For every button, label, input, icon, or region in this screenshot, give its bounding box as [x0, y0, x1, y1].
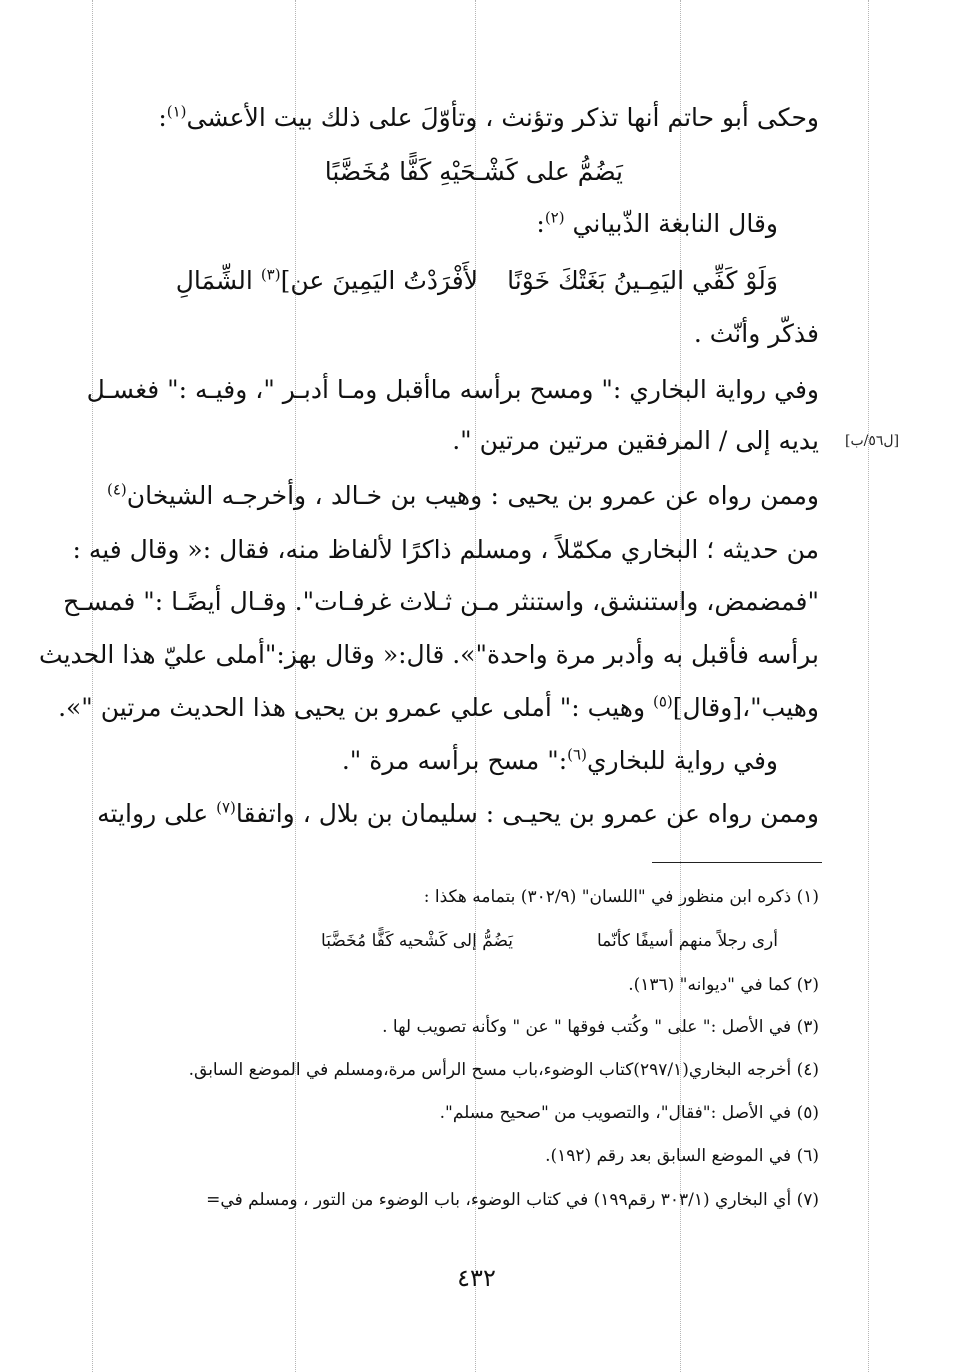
text: وهيب"،[وقال] — [672, 693, 819, 722]
footnote-ref: (٧) — [216, 798, 236, 817]
footnote-text: (٤) أخرجه البخاري(٢٩٧/١)كتاب الوضوء،باب مسح الرأس مرة،ومسلم في الموضع السابق. — [188, 1060, 819, 1080]
footnote-verse: أرى رجلاً منهم أسيفًا كأنّما — [597, 931, 778, 951]
text: "فمضمض، واستنشق، واستنثر مـن ثـلاث غرفـات". وقـال أيضًـا :" فمسـح — [63, 587, 819, 616]
body-line-9 — [72, 532, 819, 568]
footnote-text: (٧) أي البخاري (٣٠٣/١ رقم١٩٩) في كتاب الوضوء، باب الوضوء من التور ، ومسلم في= — [206, 1190, 819, 1210]
verse-text: وَلَوْ كَفِّي اليَمِـينُ بَغَتْكَ خَوْنًا — [507, 266, 778, 295]
text: وحكى أبو حاتم أنها تذكر وتؤنث ، وتأوّلَ على ذلك بيت الأعشى — [186, 103, 819, 132]
footnote-ref: (٢) — [544, 208, 565, 227]
footnote-separator — [652, 862, 822, 863]
verse-2-second-hemistich — [176, 263, 478, 299]
footnote-ref: (٥) — [652, 692, 673, 711]
text: وهيب :" أملى علي عمرو بن يحيى هذا الحديث مرتين "». — [58, 693, 653, 722]
text: يديه إلى / المرفقين مرتين مرتين ". — [452, 426, 819, 455]
footnote-ref: (٦) — [567, 745, 587, 764]
text: وقال النابغة الذّبياني — [572, 209, 778, 238]
body-line-3 — [536, 206, 778, 242]
footnote-verse: يَضُمُّ إلى كَشْحيه كَفًّا مُخَضَّبَا — [321, 931, 513, 951]
body-line-5 — [694, 316, 819, 352]
footnote-text: (٢) كما في "ديوانه" (١٣٦). — [628, 975, 819, 995]
text: وممن رواه عن عمرو بن يحيـى : سليمان بن بلال ، واتفقا — [235, 799, 819, 828]
footnote-3 — [107, 1014, 819, 1040]
footnote-5 — [107, 1100, 819, 1126]
footnote-7 — [107, 1187, 819, 1213]
body-line-1 — [107, 100, 819, 136]
text: برأسه فأقبل به وأدبر مرة واحدة"». قال:« وقال بهز:"أملى عليّ هذا الحديث — [39, 640, 819, 669]
manuscript-folio-note: [ل٥٦/ب] — [845, 433, 900, 449]
body-line-12 — [58, 690, 819, 726]
footnote-text: (٦) في الموضع السابق بعد رقم (١٩٢). — [545, 1146, 819, 1166]
verse-text: لأَفْرَدْتُ اليَمِينَ عن] — [280, 266, 478, 295]
text: وفي رواية للبخاري — [586, 746, 778, 775]
footnote-text: (٣) في الأصل :" على " وكُتب فوقها " عن " وكأنه تصويب لها . — [382, 1017, 819, 1037]
body-line-13 — [342, 743, 778, 779]
text: وممن رواه عن عمرو بن يحيى : وهيب بن خـالد ، وأخرجـه الشيخان — [126, 481, 819, 510]
body-line-10 — [63, 584, 819, 620]
dotted-guide-line — [868, 0, 869, 1372]
text: : — [158, 103, 167, 132]
text: على روايته — [97, 799, 217, 828]
verse-line-1 — [325, 154, 623, 190]
verse-text: الشِّمَالِ — [175, 266, 253, 295]
footnote-ref: (٣) — [260, 265, 281, 284]
footnote-1-verse-first — [597, 928, 778, 954]
footnote-1 — [107, 884, 819, 910]
footnote-4 — [107, 1057, 819, 1083]
body-line-8 — [107, 478, 819, 514]
verse-2-first-hemistich — [507, 263, 778, 299]
footnote-1-verse-second — [321, 928, 513, 954]
body-line-6 — [86, 372, 819, 408]
verse-text: يَضُمُّ على كَشْـحَيْهِ كَفًّا مُخَضَّبًا — [324, 157, 623, 186]
footnote-ref: (٤) — [107, 480, 127, 499]
body-line-11 — [39, 637, 819, 673]
text: فذكّر وأنّث . — [693, 319, 819, 348]
footnote-ref: (١) — [166, 102, 187, 121]
text: وفي رواية البخاري :" ومسح برأسه ماأقبل ومـا أدبـر "، وفيـه :" فغسـل — [86, 375, 819, 404]
dotted-guide-line — [92, 0, 93, 1372]
footnote-6 — [107, 1143, 819, 1169]
text: :" مسح برأسه مرة ". — [341, 746, 568, 775]
footnote-2 — [107, 972, 819, 998]
text: : — [536, 209, 545, 238]
footnote-text: (٥) في الأصل :"فقال"، والتصويب من "صحيح مسلم". — [439, 1103, 819, 1123]
footnote-text: (١) ذكره ابن منظور في "اللسان" (٣٠٢/٩) بتمامه هكذا : — [423, 887, 819, 907]
text: من حديثه ؛ البخاري مكمّلاً ، ومسلم ذاكرًا لألفاظ منه، فقال :« وقال فيه : — [72, 535, 819, 564]
page-number: ٤٣٢ — [457, 1264, 496, 1292]
body-line-7 — [452, 423, 819, 459]
body-line-14 — [97, 796, 819, 832]
